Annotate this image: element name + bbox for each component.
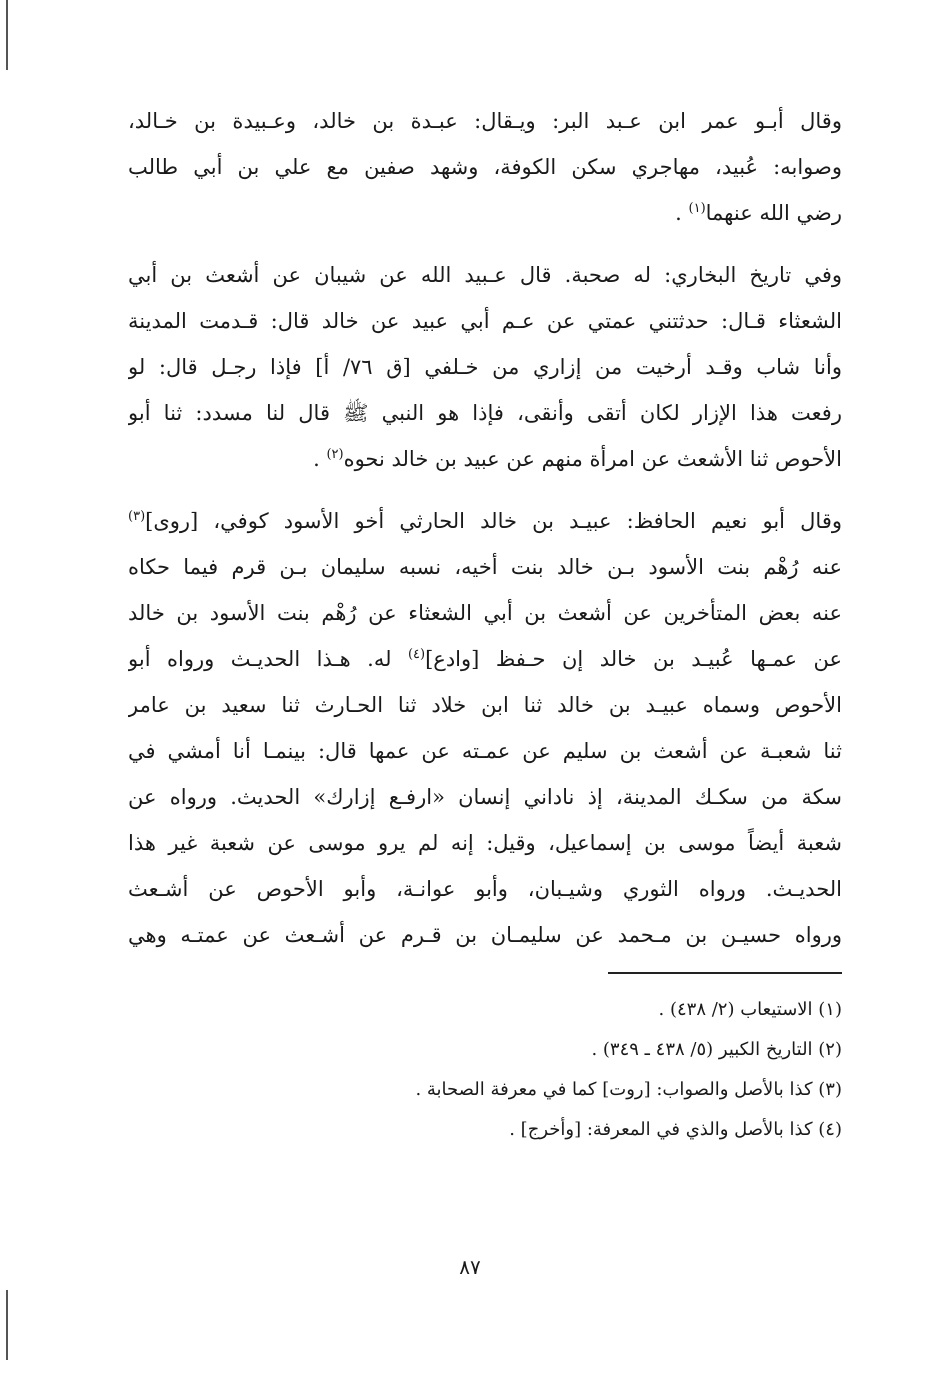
paragraph-3 xyxy=(128,498,842,958)
line-tail: له. هـذا الحديـث ورواه أبو xyxy=(128,647,408,671)
text-line: عنه بعض المتأخرين عن أشعث بن أبي الشعثاء عن رُهْم بنت الأسود بن خالد xyxy=(128,601,842,625)
line-text: رضي الله عنهما xyxy=(705,201,842,225)
text-line: رفعت هذا الإزار لكان أتقى وأنقى، فإذا هو النبي ﷺ قال لنا مسدد: ثنا أبو xyxy=(128,401,842,425)
footnote-ref: (٣) xyxy=(128,509,146,524)
footnote-separator xyxy=(608,972,842,974)
line-text: وقال أبو نعيم الحافظ: عبيـد بن خالد الحارثي أخو الأسود كوفي، [روى] xyxy=(145,509,842,533)
page-number: ٨٧ xyxy=(459,1255,481,1279)
line-end: . xyxy=(313,447,327,471)
text-line: وأنا شاب وقـد أرخيت من إزاري من خـلفي [ق ٧٦/ أ] فإذا رجـل قال: لو xyxy=(128,355,842,379)
text-line xyxy=(128,190,842,236)
text-line xyxy=(128,636,842,682)
text-line: وفي تاريخ البخاري: له صحبة. قال عـبيد الله عن شيبان عن أشعث بن أبي xyxy=(128,263,842,287)
footnote-ref: (٤) xyxy=(407,647,426,662)
text-line: شعبة أيضاً موسى بن إسماعيل، وقيل: إنه لم يرو موسى عن شعبة غير هذا xyxy=(128,831,842,855)
footnote-ref: (٢) xyxy=(326,447,344,462)
text-line: الشعثاء قـال: حدثتني عمتي عن عـم أبي عبيد عن خالد قال: قـدمت المدينة xyxy=(128,309,842,333)
text-line: وصوابه: عُبيد، مهاجري سكن الكوفة، وشهد صفين مع علي بن أبي طالب xyxy=(128,155,842,179)
main-text xyxy=(128,98,842,974)
text-line: وقال أبـو عمر ابن عـبد البر: ويـقال: عبـدة بن خالد، وعـبيدة بن خـالد، xyxy=(128,109,842,133)
line-text: عن عمـها عُبيـد بن خالد إن حـفظ [وادع] xyxy=(425,647,842,671)
text-line: ورواه حسيـن بن مـحمد عن سليمـان بن قـرم عن أشـعث عن عمتـه وهي xyxy=(128,923,842,947)
text-line xyxy=(128,498,842,544)
paragraph-1 xyxy=(128,98,842,236)
line-end: . xyxy=(675,201,689,225)
text-line: عنه رُهْم بنت الأسود بـن خالد بنت أخيه، نسبه سليمان بـن قرم فيما حكاه xyxy=(128,555,842,579)
text-line: الأحوص وسماه عبيـد بن خالد ثنا ابن خلاد ثنا الحـارث ثنا سعيد بن عامر xyxy=(128,693,842,717)
footnote: (٢) التاريخ الكبير (٥/ ٤٣٨ ـ ٣٤٩) . xyxy=(591,1039,842,1060)
paragraph-2 xyxy=(128,252,842,482)
footnote-ref: (١) xyxy=(688,201,706,216)
footnote: (٤) كذا بالأصل والذي في المعرفة: [وأخرج] . xyxy=(509,1119,842,1140)
footnotes xyxy=(128,990,842,1150)
text-line: ثنا شعبـة عن أشعث بن سليم عن عمـته عن عمها قال: بينمـا أنا أمشي في xyxy=(128,739,842,763)
text-line: سكة من سكـك المدينة، إذ ناداني إنسان «ارفـع إزارك» الحديث. ورواه عن xyxy=(128,785,842,809)
binding-edge-mark xyxy=(6,1290,8,1360)
binding-edge-mark xyxy=(6,0,8,70)
text-line: الحديـث. ورواه الثوري وشيـبان، وأبو عوانـة، وأبو الأحوص عن أشـعث xyxy=(128,877,842,901)
line-text: الأحوص ثنا الأشعث عن امرأة منهم عن عبيد بن خالد نحوه xyxy=(343,447,842,471)
footnote: (١) الاستيعاب (٢/ ٤٣٨) . xyxy=(658,999,842,1020)
text-line xyxy=(128,436,842,482)
footnote: (٣) كذا بالأصل والصواب: [روت] كما في معرفة الصحابة . xyxy=(415,1079,842,1100)
